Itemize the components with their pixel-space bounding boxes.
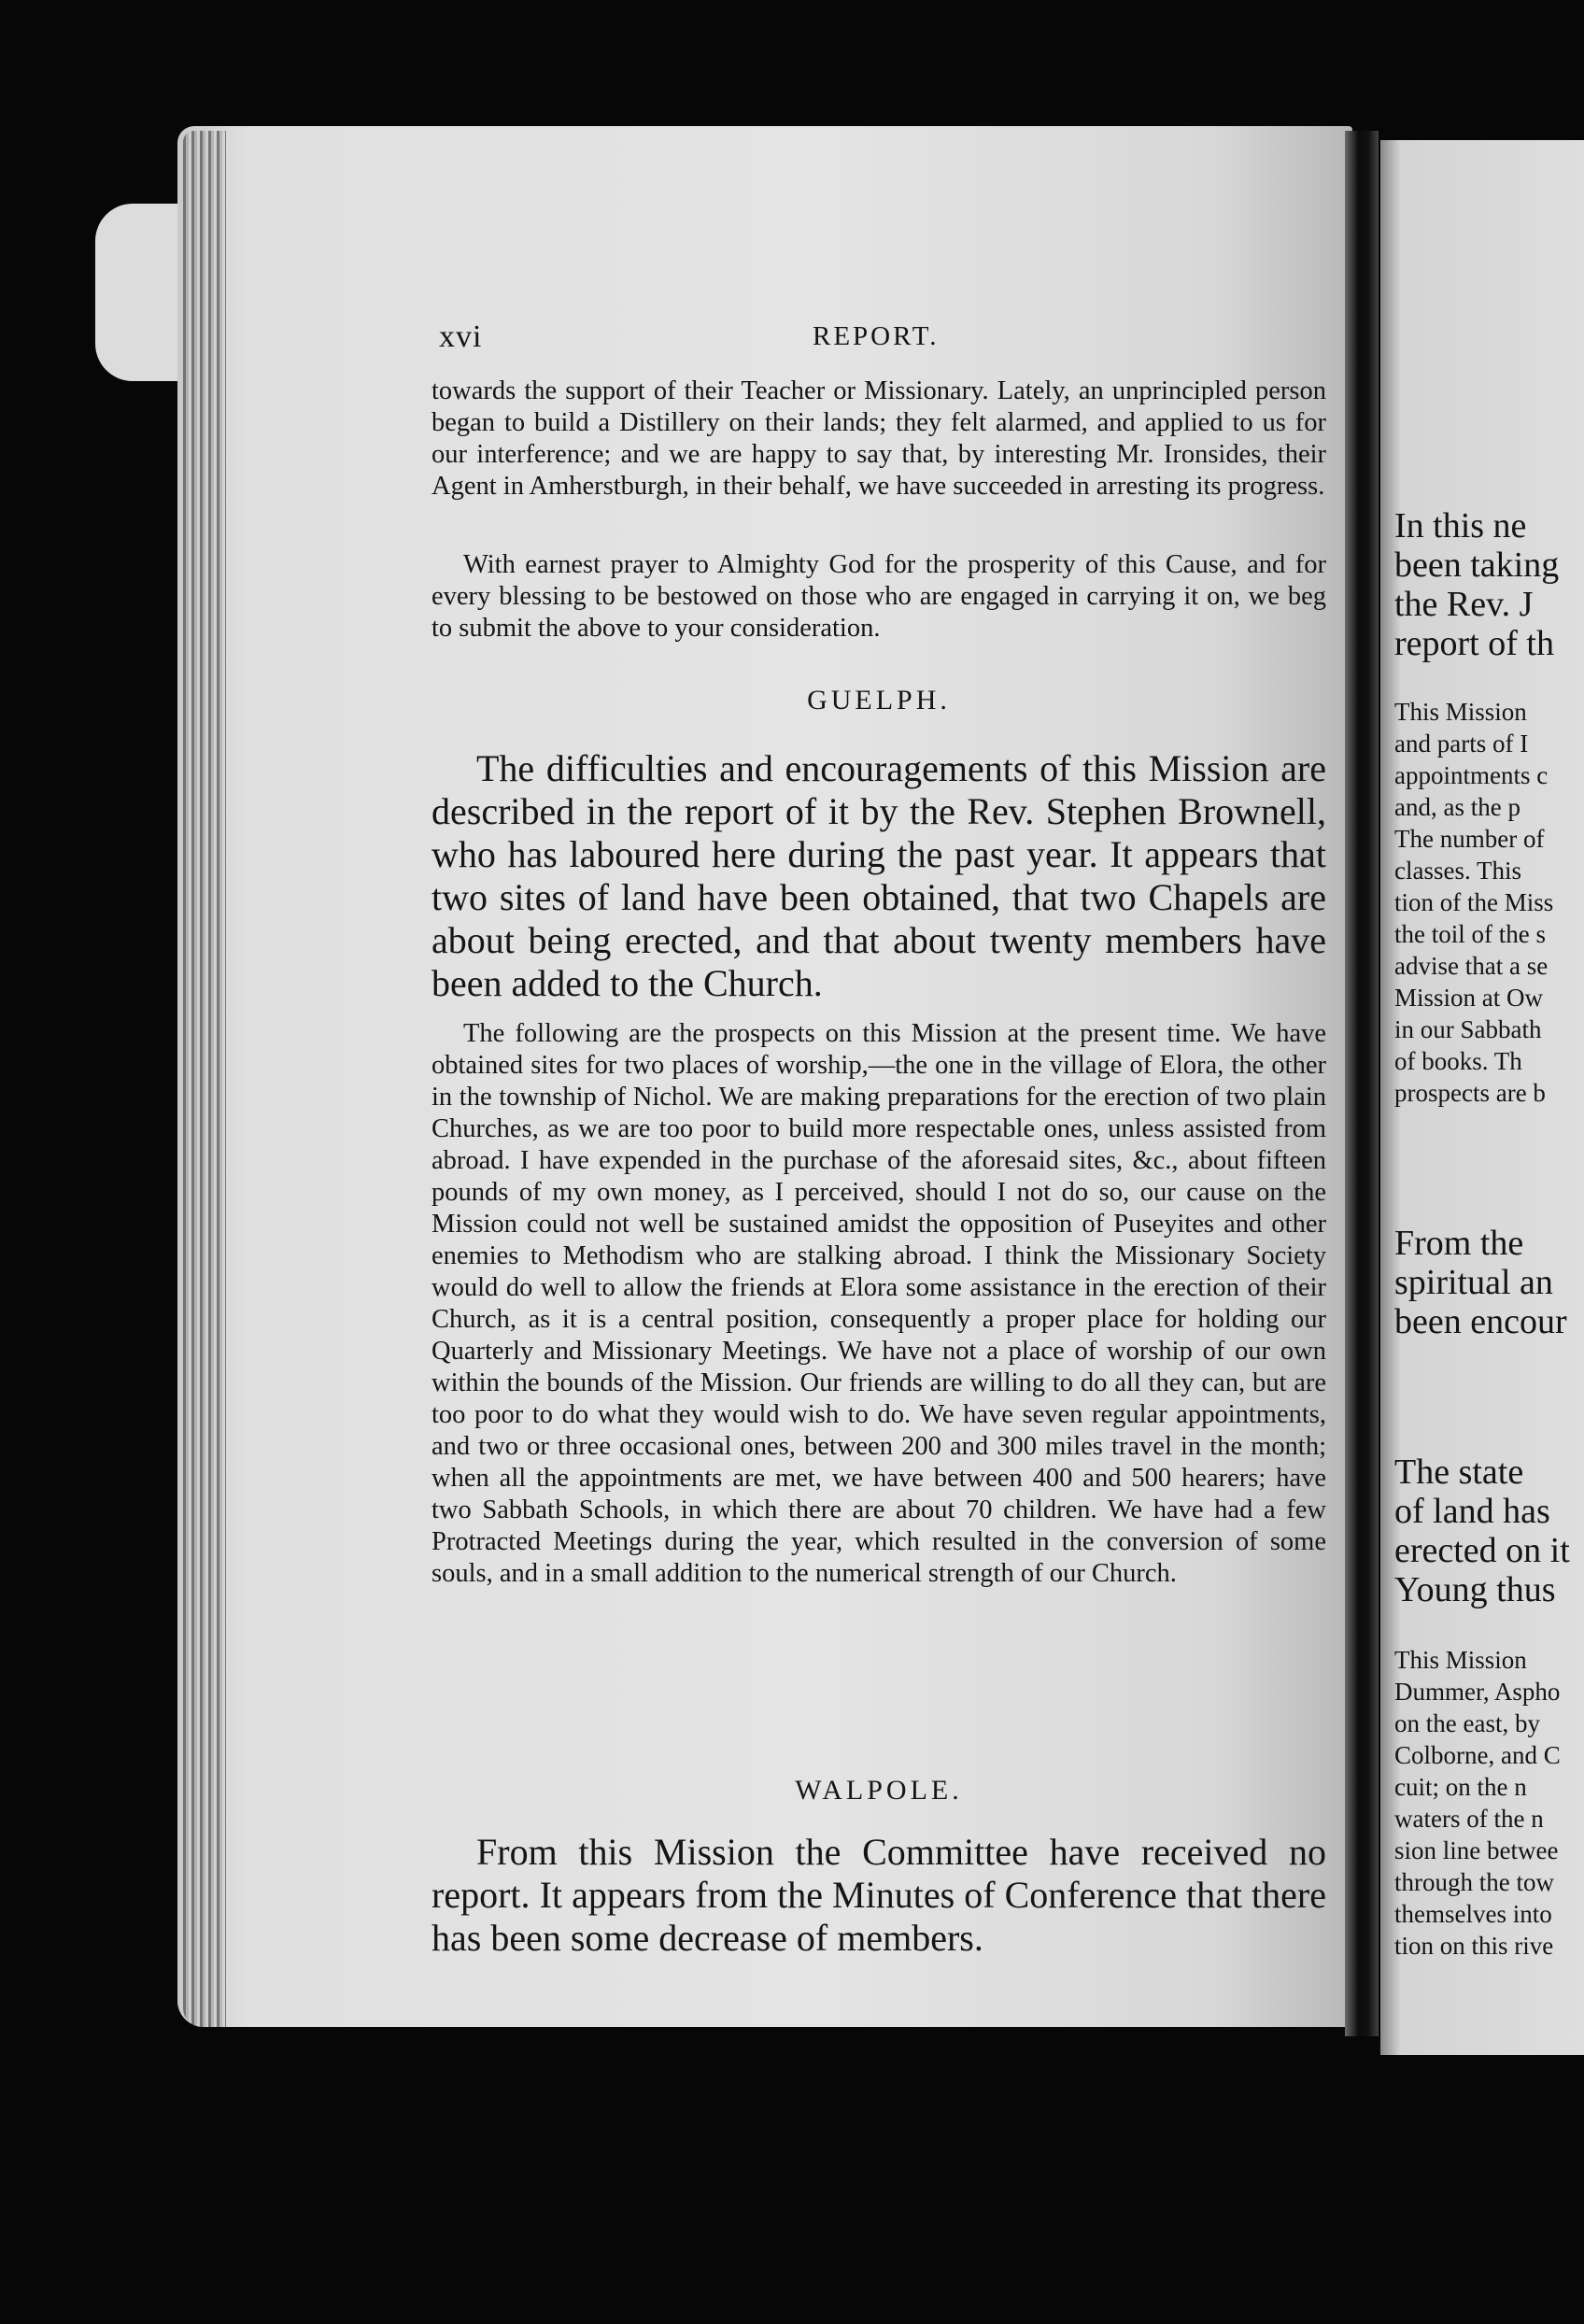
- right-line: This Mission: [1394, 698, 1527, 726]
- section-heading-guelph: GUELPH.: [807, 685, 951, 716]
- right-line: of land has: [1394, 1492, 1550, 1531]
- right-line: advise that a se: [1394, 952, 1549, 980]
- walpole-summary: From this Mission the Committee have received no report. It appears from the Minutes of Conference that there has been some decrease of members.: [431, 1831, 1326, 1959]
- right-block-4: [1394, 1452, 1584, 1609]
- right-line: the Rev. J: [1394, 585, 1534, 624]
- guelph-missionary-report: The following are the prospects on this Mission at the present time. We have obtained sites for two places of worship,—the one in the village of Elora, the other in the township of Nichol. We are making preparations for the erection of two plain Churches, as we are too poor to build more respectable ones, unless assisted from abroad. I have expended in the purchase of the aforesaid sites, &c., about fifteen pounds of my own money, as I perceived, should I not do so, our cause on the Mission could not well be sustained amidst the opposition of Puseyites and other enemies to Methodism who are stalking abroad. I think the Missionary Society would do well to allow the friends at Elora some assistance in the erection of their Church, as it is a central position, consequently a proper place for holding our Quarterly and Missionary Meetings. We have not a place of worship of our own within the bounds of the Mission. Our friends are willing to do all they can, but are too poor to do what they would wish to do. We have seven regular appointments, and two or three occasional ones, between 200 and 300 miles travel in the month; when all the appointments are met, we have between 400 and 500 hearers; have two Sabbath Schools, in which there are about 70 children. We have had a few Protracted Meetings during the year, which resulted in the conversion of some souls, and in a small addition to the numerical strength of our Church.: [431, 1019, 1326, 1588]
- right-line: Dummer, Aspho: [1394, 1678, 1561, 1706]
- right-line: through the tow: [1394, 1868, 1554, 1896]
- right-line: been taking: [1394, 546, 1560, 585]
- right-line: report of th: [1394, 624, 1554, 663]
- right-line: The number of: [1394, 825, 1545, 853]
- right-line: Mission at Ow: [1394, 984, 1544, 1012]
- right-line: erected on it: [1394, 1531, 1570, 1570]
- right-line: Young thus: [1394, 1570, 1556, 1609]
- running-title: REPORT.: [813, 321, 940, 351]
- right-line: and, as the p: [1394, 793, 1520, 821]
- page-stack-edge: [183, 131, 226, 2027]
- right-line: From the: [1394, 1224, 1524, 1263]
- right-line: appointments c: [1394, 761, 1549, 789]
- guelph-summary: The difficulties and encouragements of this Mission are described in the report of it by the Rev. Stephen Brownell, who has laboured here during the past year. It appears that two sites of land have been obtained, that two Chapels are about being erected, and that about twenty members have been added to the Church.: [431, 747, 1326, 1004]
- right-line: classes. This: [1394, 857, 1521, 885]
- right-line: on the east, by: [1394, 1709, 1540, 1737]
- right-line: been encour: [1394, 1302, 1567, 1341]
- right-line: tion of the Miss: [1394, 888, 1554, 916]
- right-page-text: [1380, 140, 1584, 2055]
- right-line: prospects are b: [1394, 1079, 1546, 1107]
- right-block-3: [1394, 1224, 1584, 1341]
- right-line: and parts of I: [1394, 730, 1529, 758]
- right-block-1: [1394, 506, 1584, 663]
- right-line: the toil of the s: [1394, 920, 1546, 948]
- right-block-5: [1394, 1644, 1584, 1962]
- page-header: [439, 319, 1317, 361]
- page-number: xvi: [439, 319, 483, 354]
- book-gutter: [1345, 131, 1379, 2036]
- right-line: of books. Th: [1394, 1047, 1522, 1075]
- right-line: waters of the n: [1394, 1805, 1544, 1833]
- right-line: The state: [1394, 1452, 1524, 1492]
- right-line: in our Sabbath: [1394, 1015, 1542, 1043]
- right-line: spiritual an: [1394, 1263, 1553, 1302]
- right-line: cuit; on the n: [1394, 1773, 1527, 1801]
- right-line: This Mission: [1394, 1646, 1527, 1674]
- right-line: sion line betwee: [1394, 1836, 1559, 1864]
- closing-prayer-paragraph: With earnest prayer to Almighty God for the prosperity of this Cause, and for every blessing to be bestowed on those who are engaged in carrying it on, we beg to submit the above to your consideration.: [431, 550, 1326, 643]
- right-line: Colborne, and C: [1394, 1741, 1561, 1769]
- right-line: themselves into: [1394, 1900, 1552, 1928]
- right-block-2: [1394, 696, 1584, 1109]
- section-heading-walpole: WALPOLE.: [795, 1775, 963, 1806]
- opening-paragraph: towards the support of their Teacher or Missionary. Lately, an unprincipled person began to build a Distillery on their lands; they felt alarmed, and applied to us for our interference; and we are happy to say that, by interesting Mr. Ironsides, their Agent in Amherstburgh, in their behalf, we have succeeded in arresting its progress.: [431, 376, 1326, 501]
- right-line: tion on this rive: [1394, 1932, 1554, 1960]
- right-line: In this ne: [1394, 506, 1527, 546]
